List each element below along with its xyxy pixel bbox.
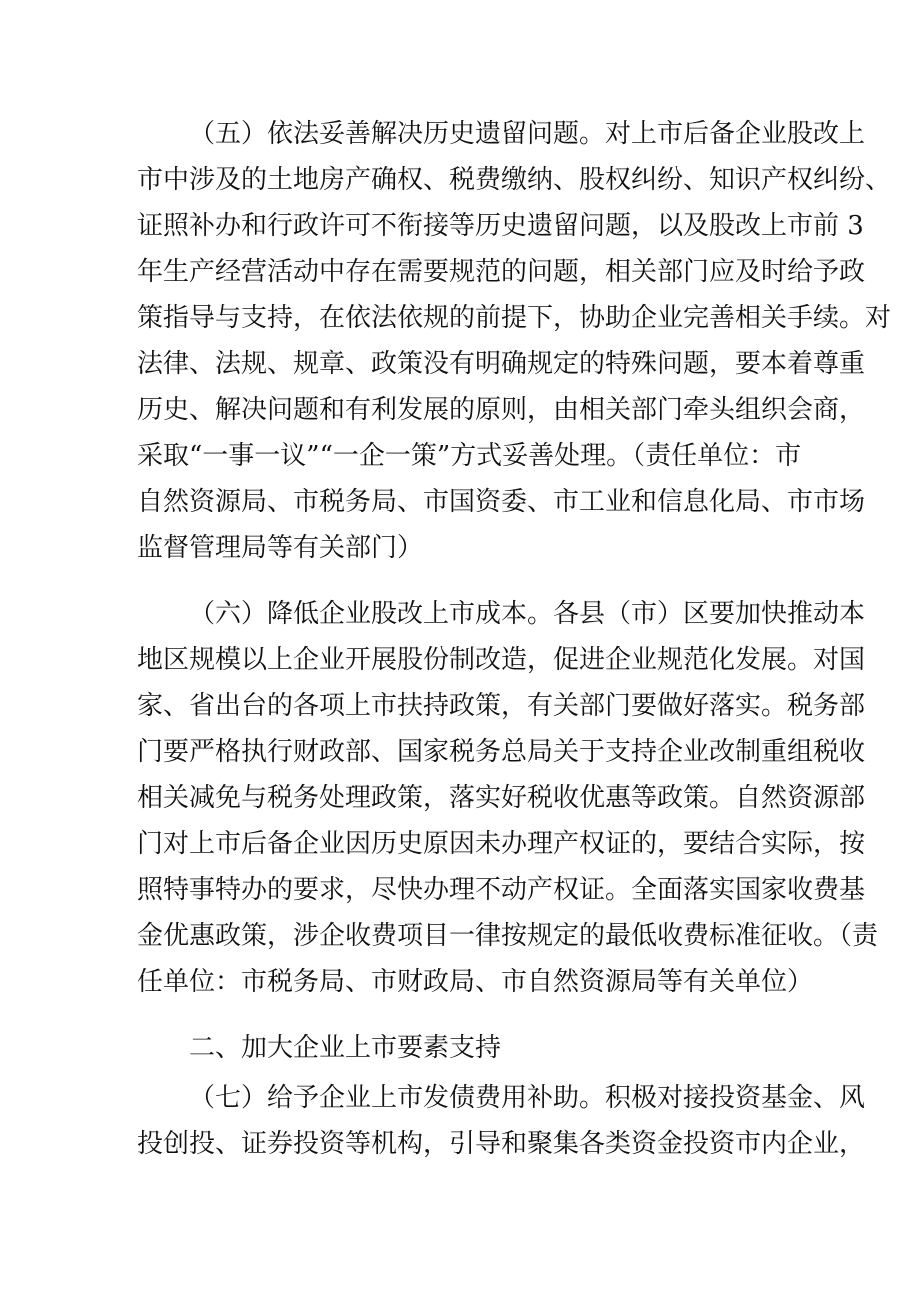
paragraph-5-line-5: 策指导与支持，在依法依规的前提下，协助企业完善相关手续。对 [137, 303, 892, 333]
paragraph-5-line-3: 证照补办和行政许可不衔接等历史遗留问题，以及股改上市前 3 [137, 211, 864, 241]
paragraph-6-line-6: 门对上市后备企业因历史原因未办理产权证的，要结合实际，按 [137, 829, 866, 859]
section-heading-2: 二、加大企业上市要素支持 [189, 1033, 502, 1063]
paragraph-6-line-1: （六）降低企业股改上市成本。各县（市）区要加快推动本 [189, 599, 866, 629]
paragraph-5-line-9: 自然资源局、市税务局、市国资委、市工业和信息化局、市市场 [137, 487, 866, 517]
paragraph-6-line-4: 门要严格执行财政部、国家税务总局关于支持企业改制重组税收 [137, 737, 866, 767]
paragraph-5-line-10: 监督管理局等有关部门） [137, 533, 424, 563]
paragraph-6-line-7: 照特事特办的要求，尽快办理不动产权证。全面落实国家收费基 [137, 875, 866, 905]
paragraph-6-line-8: 金优惠政策，涉企收费项目一律按规定的最低收费标准征收。（责 [137, 921, 879, 951]
paragraph-7-line-2: 投创投、证券投资等机构，引导和聚集各类资金投资市内企业， [137, 1129, 866, 1159]
paragraph-6-line-3: 家、省出台的各项上市扶持政策，有关部门要做好落实。税务部 [137, 691, 866, 721]
paragraph-5-line-4: 年生产经营活动中存在需要规范的问题，相关部门应及时给予政 [137, 257, 866, 287]
paragraph-5-line-8: 采取“一事一议”“一企一策”方式妥善处理。（责任单位：市 [137, 441, 802, 471]
paragraph-5-line-7: 历史、解决问题和有利发展的原则，由相关部门牵头组织会商， [137, 395, 866, 425]
paragraph-6-line-9: 任单位：市税务局、市财政局、市自然资源局等有关单位） [137, 967, 814, 997]
paragraph-6-line-2: 地区规模以上企业开展股份制改造，促进企业规范化发展。对国 [137, 645, 866, 675]
paragraph-5-line-2: 市中涉及的土地房产确权、税费缴纳、股权纠纷、知识产权纠纷、 [137, 165, 892, 195]
paragraph-7-line-1: （七）给予企业上市发债费用补助。积极对接投资基金、风 [189, 1083, 866, 1113]
paragraph-5-line-6: 法律、法规、规章、政策没有明确规定的特殊问题，要本着尊重 [137, 349, 866, 379]
paragraph-5-line-1: （五）依法妥善解决历史遗留问题。对上市后备企业股改上 [189, 119, 866, 149]
paragraph-6-line-5: 相关减免与税务处理政策，落实好税收优惠等政策。自然资源部 [137, 783, 866, 813]
